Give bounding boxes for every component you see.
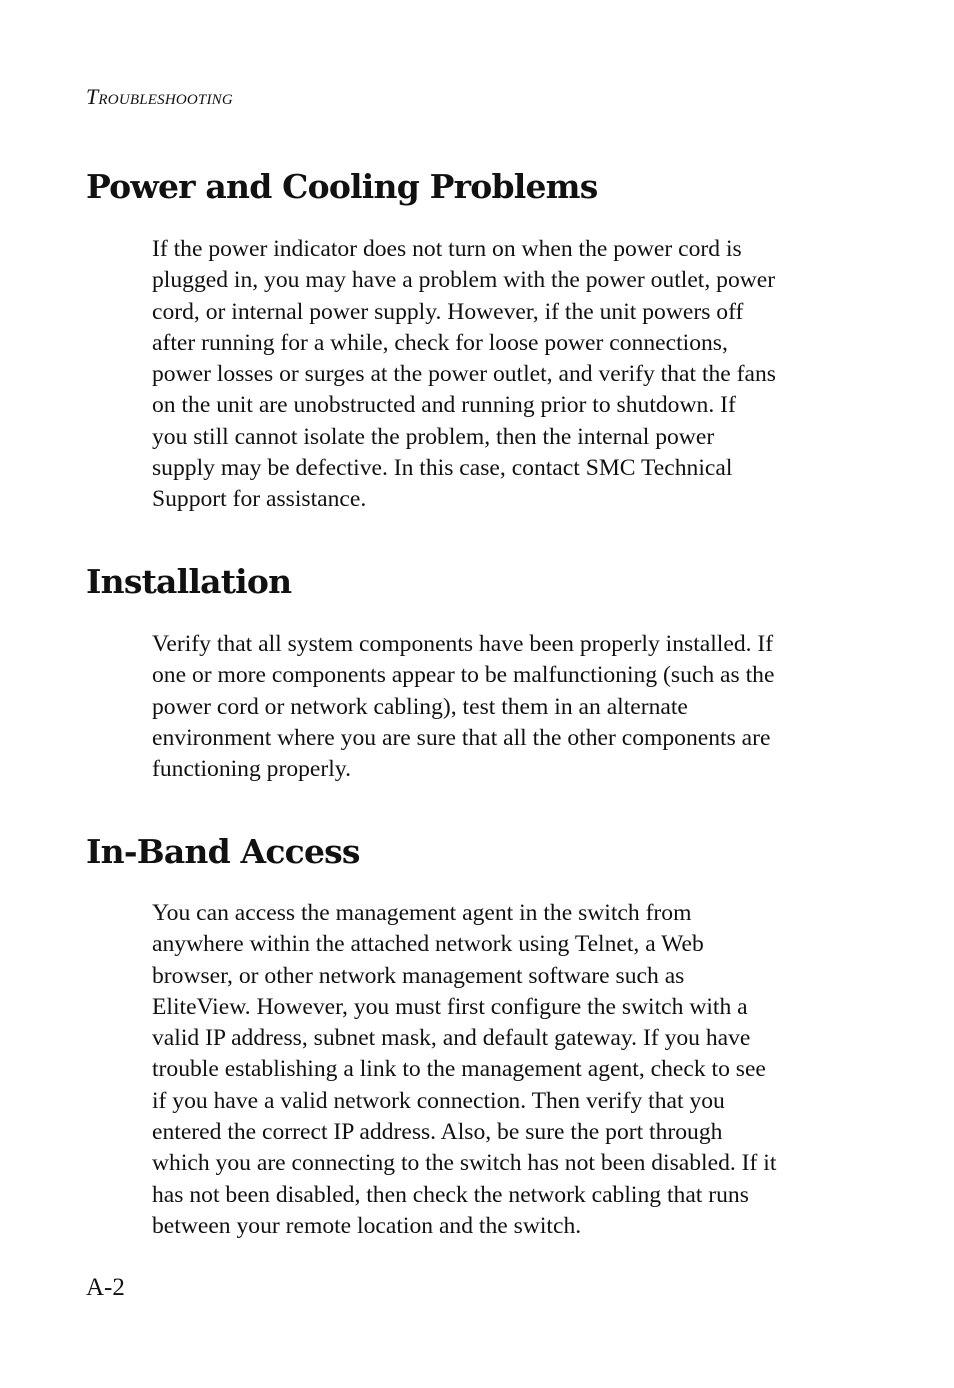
text-line: one or more components appear to be malfunctioning (such as the [152, 662, 775, 689]
text-line: trouble establishing a link to the management agent, check to see [152, 1056, 766, 1083]
running-head: Troubleshooting [86, 84, 233, 109]
section-heading-power-cooling: Power and Cooling Problems [86, 167, 598, 206]
text-line: if you have a valid network connection. Then verify that you [152, 1087, 725, 1114]
text-line: You can access the management agent in the switch from [152, 900, 692, 926]
text-line: valid IP address, subnet mask, and default gateway. If you have [152, 1025, 751, 1052]
text-line: on the unit are unobstructed and running prior to shutdown. If [152, 392, 736, 419]
text-line: cord, or internal power supply. However, if the unit powers off [152, 298, 744, 325]
text-line: which you are connecting to the switch has not been disabled. If it [152, 1150, 777, 1177]
text-line: environment where you are sure that all the other components are [152, 724, 771, 751]
text-line: EliteView. However, you must first configure the switch with a [152, 993, 748, 1020]
text-line: functioning properly. [152, 756, 351, 783]
page-number: A-2 [86, 1274, 125, 1301]
text-line: between your remote location and the switch. [152, 1212, 582, 1239]
text-line: Support for assistance. [152, 486, 367, 513]
text-line: Verify that all system components have been properly installed. If [152, 631, 774, 657]
section-heading-in-band-access: In-Band Access [86, 832, 360, 871]
text-line: If the power indicator does not turn on when the power cord is [152, 236, 742, 262]
section-body-installation [152, 629, 852, 785]
text-line: browser, or other network management software such as [152, 962, 685, 989]
text-line: entered the correct IP address. Also, be sure the port through [152, 1119, 723, 1146]
section-heading-installation: Installation [86, 562, 292, 601]
text-line: power losses or surges at the power outlet, and verify that the fans [152, 361, 776, 388]
text-line: has not been disabled, then check the network cabling that runs [152, 1181, 749, 1208]
text-line: plugged in, you may have a problem with the power outlet, power [152, 267, 776, 294]
text-line: anywhere within the attached network using Telnet, a Web [152, 931, 704, 958]
text-line: after running for a while, check for loose power connections, [152, 329, 728, 356]
section-body-power-cooling [152, 234, 852, 516]
text-line: power cord or network cabling), test them in an alternate [152, 693, 688, 720]
text-line: supply may be defective. In this case, contact SMC Technical [152, 455, 733, 482]
section-body-in-band-access [152, 898, 852, 1242]
text-line: you still cannot isolate the problem, then the internal power [152, 423, 715, 450]
